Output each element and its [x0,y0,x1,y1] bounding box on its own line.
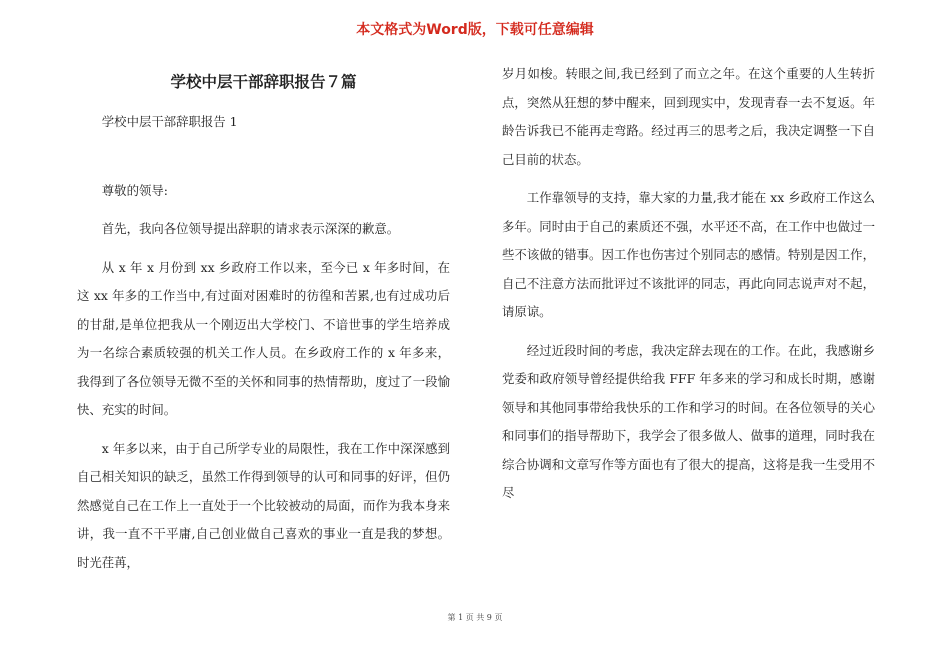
left-column [77,60,450,577]
paragraph-apology-colleagues: 工作靠领导的支持，靠大家的力量,我才能在 xx 乡政府工作这么多年。同时由于自己的素质还不强，水平还不高，在工作中也做过一些不该做的错事。因工作也伤害过个别同志的感情。特别是因工作，自己不注意方法而批评过不该批评的同志，再此向同志说声对不起，请原谅。 [502,190,875,319]
document-title: 学校中层干部辞职报告７篇 [170,72,357,91]
format-banner: 本文格式为Word版，下载可任意编辑 [356,22,594,38]
paragraph-continuation: 岁月如梭。转眼之间,我已经到了而立之年。在这个重要的人生转折点，突然从狂想的梦中醒来，回到现实中，发现青春一去不复返。年龄告诉我已不能再走弯路。经过再三的思考之后，我决定调整一下自己目前的状态。 [502,66,875,167]
document-subtitle: 学校中层干部辞职报告 1 [101,114,238,129]
paragraph-work-history: 从 x 年 x 月份到 xx 乡政府工作以来，至今已 x 年多时间，在这 xx 年多的工作当中,有过面对困难时的彷徨和苦累,也有过成功后的甘甜,是单位把我从一个刚迈出大学校门、不谙世事的学生培养成为一名综合素质较强的机关工作人员。在乡政府工作的 x 年多来，我得到了各位领导无微不至的关怀和同事的热情帮助，度过了一段愉快、充实的时间。 [77,259,450,417]
page-number: 第 1 页 共 9 页 [447,613,503,622]
right-column [502,60,875,508]
salutation: 尊敬的领导: [101,182,168,198]
paragraph-resignation-thanks: 经过近段时间的考虑，我决定辞去现在的工作。在此，我感谢乡党委和政府领导曾经提供给我 FFF 年多来的学习和成长时期，感谢领导和其他同事带给我快乐的工作和学习的时间。在各位领导的关心和同事们的指导帮助下，我学会了很多做人、做事的道理，同时我在综合协调和文章写作等方面也有了很大的提高，这将是我一生受用不尽 [502,342,875,500]
paragraph-limitations: x 年多以来，由于自己所学专业的局限性，我在工作中深深感到自己相关知识的缺乏，虽然工作得到领导的认可和同事的好评，但仍然感觉自己在工作上一直处于一个比较被动的局面，而作为我本身来讲，我一直不干平庸,自己创业做自己喜欢的事业一直是我的梦想。时光荏苒， [77,440,450,570]
paragraph-apology: 首先，我向各位领导提出辞职的请求表示深深的歉意。 [101,221,400,236]
